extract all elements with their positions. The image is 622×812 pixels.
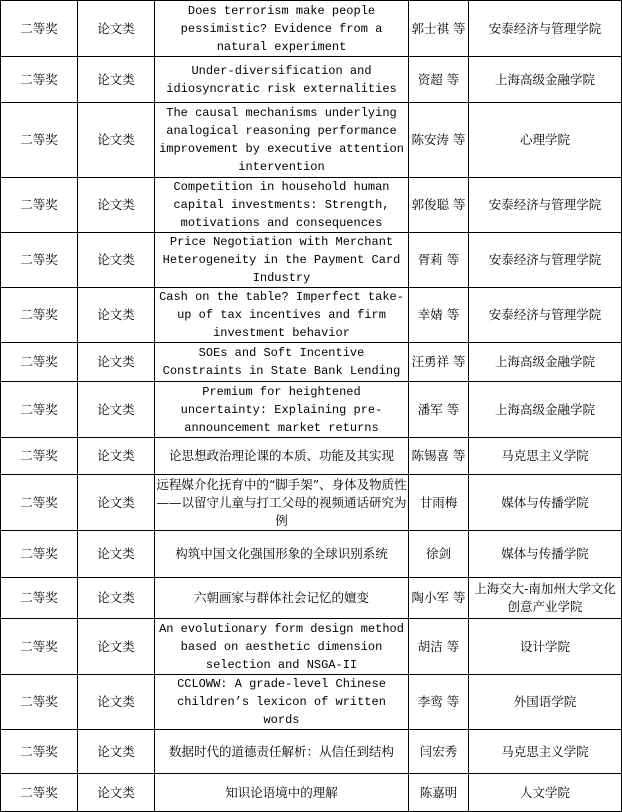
award-level: 二等奖 [1,1,78,57]
paper-title: SOEs and Soft Incentive Constraints in State Bank Lending [155,343,409,382]
category: 论文类 [78,57,155,103]
school: 马克思主义学院 [469,438,622,475]
paper-title: Competition in household human capital investments: Strength, motivations and consequences [155,178,409,233]
award-level: 二等奖 [1,675,78,730]
table-row [1,730,622,774]
author: 李鸾 等 [409,675,469,730]
author: 幸婧 等 [409,288,469,343]
category: 论文类 [78,531,155,578]
category: 论文类 [78,288,155,343]
category: 论文类 [78,233,155,288]
category: 论文类 [78,619,155,675]
school: 安泰经济与管理学院 [469,288,622,343]
table-row [1,578,622,619]
school: 安泰经济与管理学院 [469,233,622,288]
school: 人文学院 [469,774,622,812]
award-level: 二等奖 [1,774,78,812]
category: 论文类 [78,675,155,730]
paper-title: Cash on the table? Imperfect take-up of tax incentives and firm investment behavior [155,288,409,343]
award-level: 二等奖 [1,233,78,288]
table-row [1,475,622,531]
paper-title: Price Negotiation with Merchant Heterogeneity in the Payment Card Industry [155,233,409,288]
school: 上海交大-南加州大学文化创意产业学院 [469,578,622,619]
award-level: 二等奖 [1,438,78,475]
table-row [1,233,622,288]
table-row [1,675,622,730]
school: 心理学院 [469,103,622,178]
table-row [1,288,622,343]
category: 论文类 [78,1,155,57]
table-row [1,1,622,57]
category: 论文类 [78,178,155,233]
paper-title: CCLOWW: A grade‑level Chinese children’s lexicon of written words [155,675,409,730]
category: 论文类 [78,730,155,774]
author: 陈锡喜 等 [409,438,469,475]
author: 资超 等 [409,57,469,103]
award-level: 二等奖 [1,578,78,619]
author: 郭俊聪 等 [409,178,469,233]
school: 媒体与传播学院 [469,531,622,578]
author: 闫宏秀 [409,730,469,774]
paper-title: 知识论语境中的理解 [155,774,409,812]
author: 陈嘉明 [409,774,469,812]
author: 徐剑 [409,531,469,578]
award-level: 二等奖 [1,343,78,382]
category: 论文类 [78,343,155,382]
school: 外国语学院 [469,675,622,730]
author: 甘雨梅 [409,475,469,531]
paper-title: Premium for heightened uncertainty: Explaining pre-announcement market returns [155,382,409,438]
award-level: 二等奖 [1,531,78,578]
category: 论文类 [78,774,155,812]
category: 论文类 [78,475,155,531]
school: 上海高级金融学院 [469,343,622,382]
award-level: 二等奖 [1,382,78,438]
paper-title: Does terrorism make people pessimistic? Evidence from a natural experiment [155,1,409,57]
paper-title: 构筑中国文化强国形象的全球识别系统 [155,531,409,578]
school: 上海高级金融学院 [469,57,622,103]
table-row [1,178,622,233]
school: 安泰经济与管理学院 [469,1,622,57]
table-row [1,438,622,475]
category: 论文类 [78,382,155,438]
school: 马克思主义学院 [469,730,622,774]
paper-title: 数据时代的道德责任解析：从信任到结构 [155,730,409,774]
paper-title: 六朝画家与群体社会记忆的嬗变 [155,578,409,619]
paper-title: The causal mechanisms underlying analogical reasoning performance improvement by executive attention intervention [155,103,409,178]
author: 胡洁 等 [409,619,469,675]
paper-title: 远程媒介化抚育中的“脚手架”、身体及物质性——以留守儿童与打工父母的视频通话研究为例 [155,475,409,531]
table-row [1,531,622,578]
table-row [1,57,622,103]
award-level: 二等奖 [1,730,78,774]
school: 上海高级金融学院 [469,382,622,438]
category: 论文类 [78,438,155,475]
category: 论文类 [78,103,155,178]
school: 媒体与传播学院 [469,475,622,531]
table-row [1,103,622,178]
category: 论文类 [78,578,155,619]
paper-title: An evolutionary form design method based on aesthetic dimension selection and NSGA-II [155,619,409,675]
author: 陶小军 等 [409,578,469,619]
award-level: 二等奖 [1,619,78,675]
table-row [1,619,622,675]
school: 安泰经济与管理学院 [469,178,622,233]
author: 陈安涛 等 [409,103,469,178]
award-level: 二等奖 [1,288,78,343]
author: 潘军 等 [409,382,469,438]
award-level: 二等奖 [1,178,78,233]
table-row [1,343,622,382]
school: 设计学院 [469,619,622,675]
award-level: 二等奖 [1,475,78,531]
table-row [1,382,622,438]
award-level: 二等奖 [1,57,78,103]
author: 汪勇祥 等 [409,343,469,382]
table-row [1,774,622,812]
author: 胥莉 等 [409,233,469,288]
paper-title: Under-diversification and idiosyncratic risk externalities [155,57,409,103]
author: 郭士祺 等 [409,1,469,57]
award-level: 二等奖 [1,103,78,178]
paper-title: 论思想政治理论课的本质、功能及其实现 [155,438,409,475]
